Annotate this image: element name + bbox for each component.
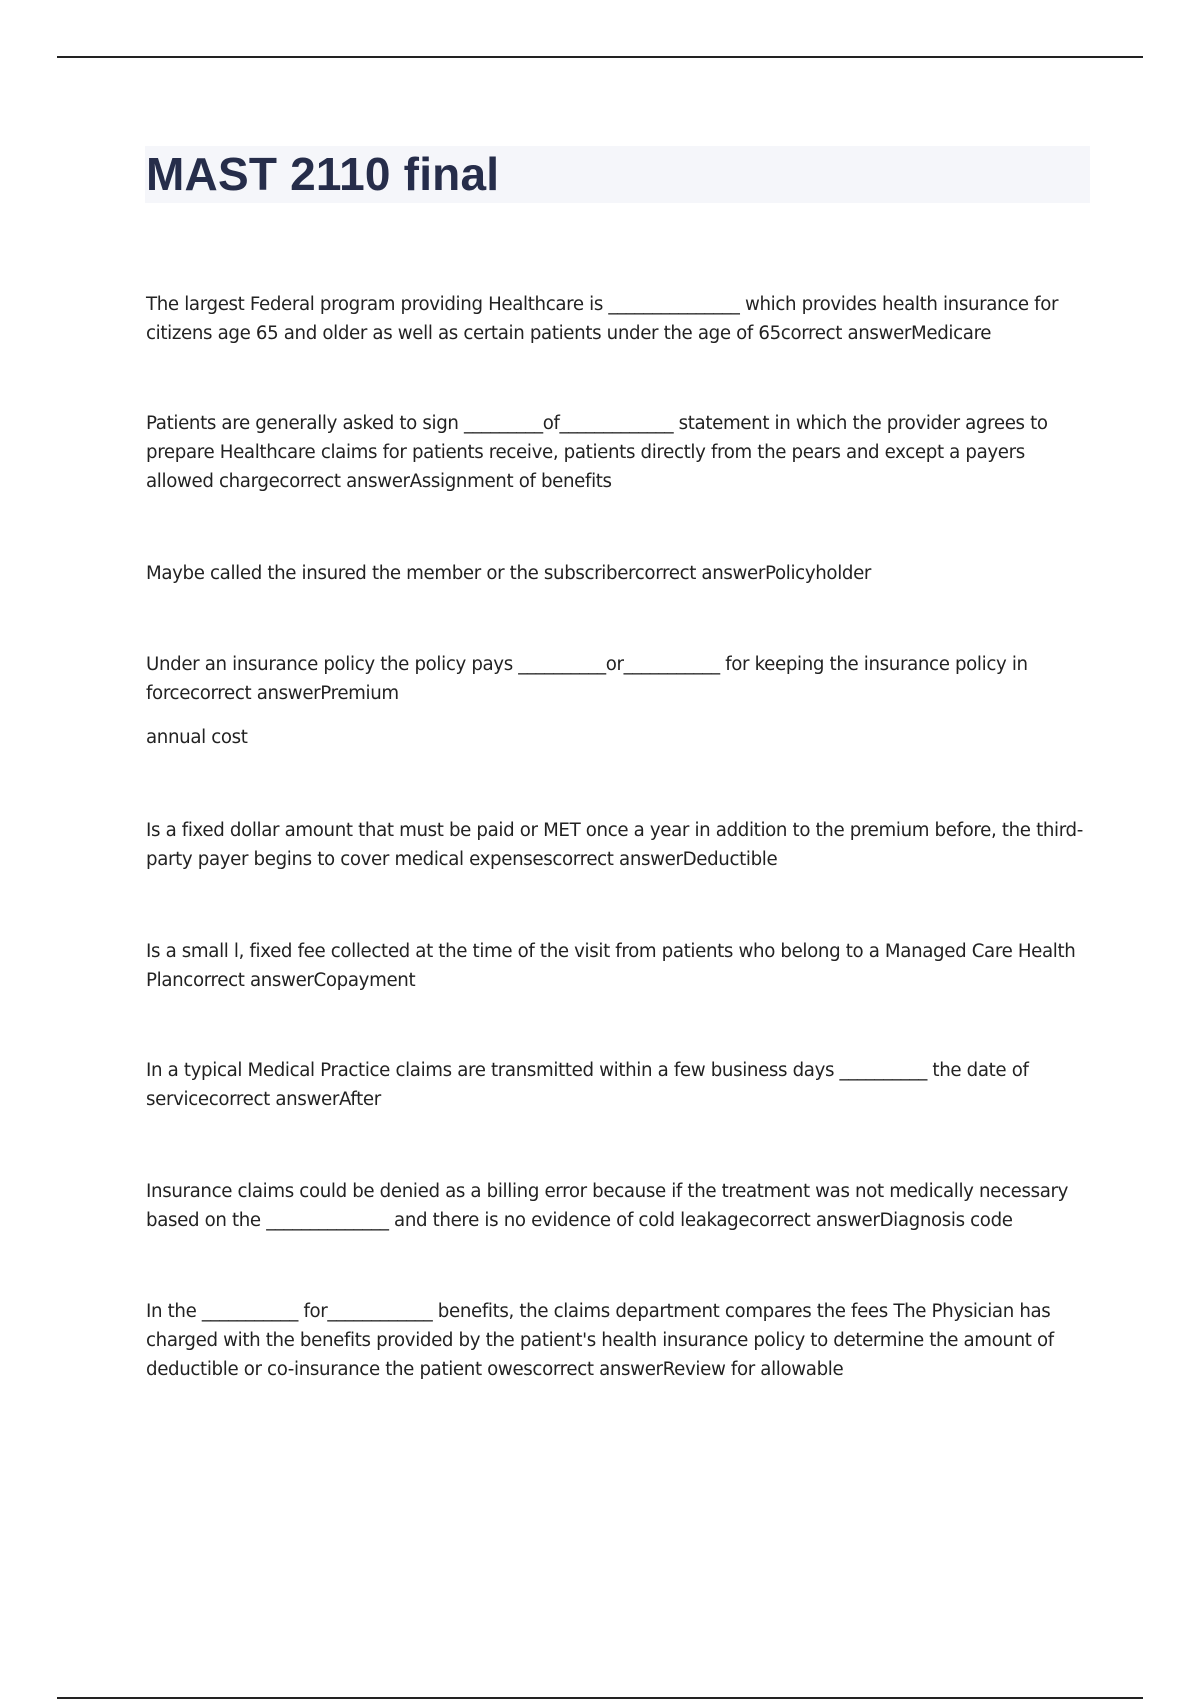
question-text: Under an insurance policy the policy pays __________or___________ for keeping the insurance policy in forcecorrect answerPremium (146, 654, 1028, 704)
question-text: In a typical Medical Practice claims are transmitted within a few business days __________ the date of servicecorrect answerAfter (146, 1060, 1029, 1110)
bottom-rule (57, 1697, 1143, 1699)
question-item (146, 937, 1091, 995)
question-text: Is a small l, fixed fee collected at the time of the visit from patients who belong to a Managed Care Health Plancorrect answerCopayment (146, 941, 1076, 991)
question-text: The largest Federal program providing Healthcare is _______________ which provides health insurance for citizens age 65 and older as well as certain patients under the age of 65correct answerMedicare (146, 294, 1059, 344)
answer-extra-text: annual cost (146, 727, 248, 748)
question-text: Is a fixed dollar amount that must be paid or MET once a year in addition to the premium before, the third-party payer begins to cover medical expensescorrect answerDeductible (146, 820, 1083, 870)
question-text: Patients are generally asked to sign _________of_____________ statement in which the provider agrees to prepare Healthcare claims for patients receive, patients directly from the pears and except a payers allowed chargecorrect answerAssignment of benefits (146, 413, 1048, 492)
question-text: Insurance claims could be denied as a billing error because if the treatment was not medically necessary based on the ______________ and there is no evidence of cold leakagecorrect answerDiagnosis code (146, 1181, 1069, 1231)
question-item (146, 1177, 1091, 1235)
top-rule (57, 56, 1143, 58)
question-item (146, 650, 1091, 752)
question-item (146, 559, 1091, 588)
question-item (146, 290, 1091, 348)
document-title: MAST 2110 final (146, 148, 500, 200)
question-item (146, 816, 1091, 874)
question-item (146, 409, 1091, 496)
question-text: Maybe called the insured the member or the subscribercorrect answerPolicyholder (146, 563, 872, 584)
question-item (146, 1297, 1091, 1384)
question-text: In the ___________ for____________ benefits, the claims department compares the fees The Physician has charged with the benefits provided by the patient's health insurance policy to determine the amount of deductible or co-insurance the patient owescorrect answerReview for allowable (146, 1301, 1054, 1380)
question-item (146, 1056, 1091, 1114)
